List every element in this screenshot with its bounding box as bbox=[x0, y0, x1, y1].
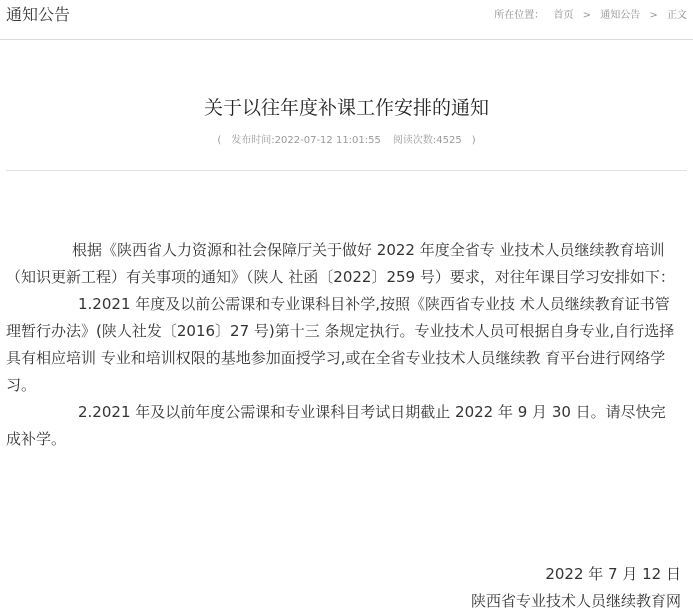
body-paragraph-item-1: 1.2021 年度及以前公需课和专业课科目补学,按照《陕西省专业技 术人员继续教育证书管理暂行办法》(陕人社发〔2016〕27 号)第十三 条规定执行。专业技术人员可根据自身专业,自行选择具有相应培训 专业和培训权限的基地参加面授学习,或在全省专业技术人员继续教 育平台进行网络学习。 bbox=[6, 295, 675, 394]
meta-close-paren: ) bbox=[471, 135, 476, 146]
views-value: 4525 bbox=[436, 135, 462, 146]
title-divider bbox=[6, 170, 687, 171]
breadcrumb-notices-link[interactable]: 通知公告 bbox=[600, 10, 641, 21]
breadcrumb-separator: > bbox=[649, 10, 658, 21]
breadcrumb-label: 所在位置： bbox=[494, 10, 545, 21]
meta-open-paren: ( bbox=[217, 135, 222, 146]
section-title: 通知公告 bbox=[6, 5, 71, 24]
article-signature bbox=[471, 561, 681, 615]
article-meta bbox=[0, 134, 693, 148]
page-header bbox=[0, 0, 693, 40]
published-value: 2022-07-12 11:01:55 bbox=[274, 135, 381, 146]
breadcrumb bbox=[494, 9, 687, 23]
views-label: 阅读次数: bbox=[392, 135, 437, 146]
body-paragraph-item-2: 2.2021 年及以前年度公需课和专业课科目考试日期截止 2022 年 9 月 30 日。请尽快完成补学。 bbox=[6, 403, 666, 448]
breadcrumb-home-link[interactable]: 首页 bbox=[553, 10, 574, 21]
article-title: 关于以往年度补课工作安排的通知 bbox=[203, 97, 489, 119]
breadcrumb-separator: > bbox=[582, 10, 592, 21]
body-paragraph-intro: 根据《陕西省人力资源和社会保障厅关于做好 2022 年度全省专 业技术人员继续教育培训（知识更新工程）有关事项的通知》（陕人 社函〔2022〕259 号）要求，对往年课目学习安排如下： bbox=[6, 241, 675, 286]
signature-org: 陕西省专业技术人员继续教育网 bbox=[470, 592, 681, 610]
article-body bbox=[6, 237, 678, 453]
published-label: 发布时间: bbox=[231, 135, 275, 146]
breadcrumb-current: 正文 bbox=[667, 10, 687, 21]
signature-date: 2022 年 7 月 12 日 bbox=[545, 565, 681, 583]
